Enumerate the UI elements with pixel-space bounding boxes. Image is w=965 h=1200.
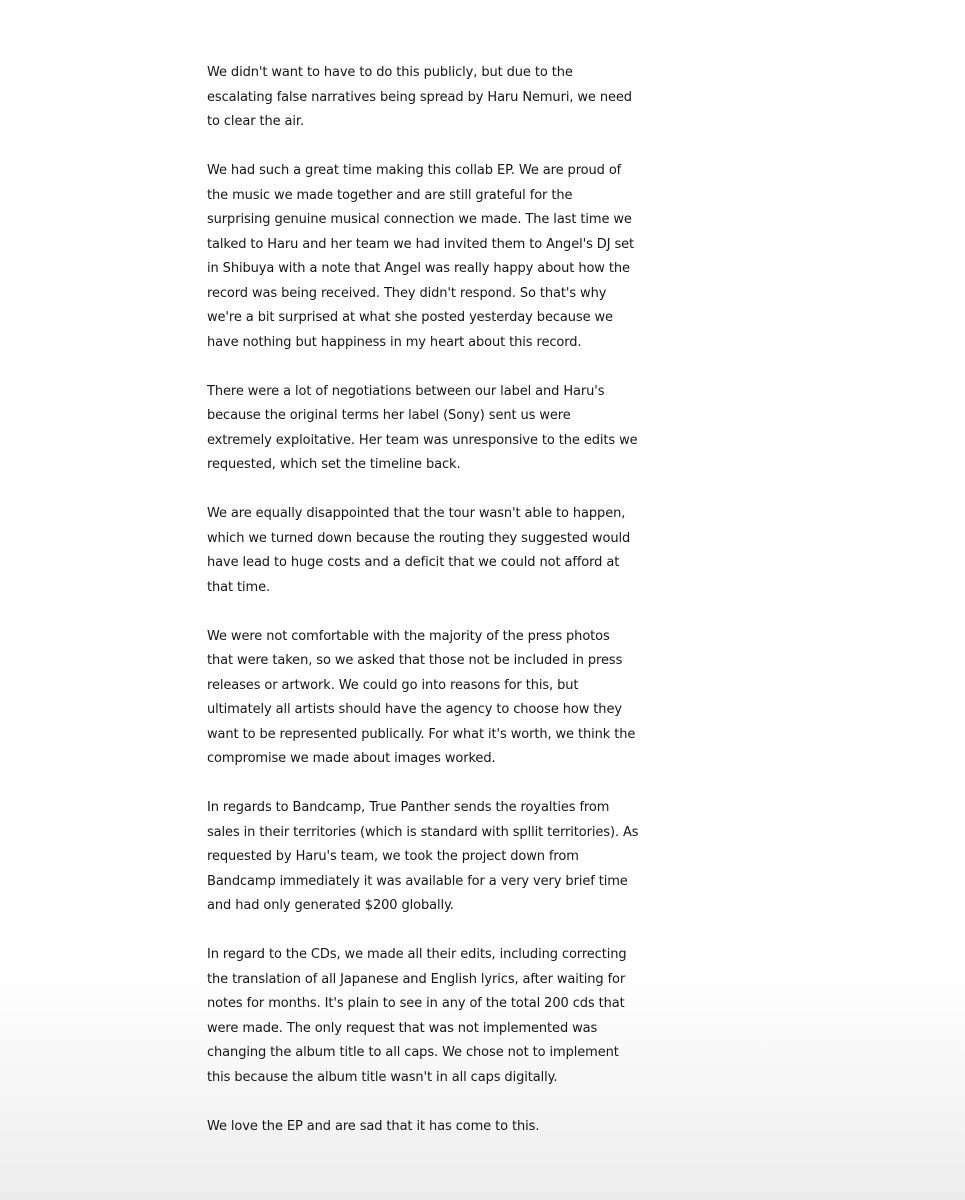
text-line: we're a bit surprised at what she posted yesterday because we [207, 310, 613, 325]
statement-paragraph [207, 625, 767, 772]
text-line: record was being received. They didn't respond. So that's why [207, 285, 607, 301]
statement-paragraph [207, 61, 767, 135]
text-line: because the original terms her label (Sony) sent us were [207, 408, 571, 423]
statement-paragraph [207, 159, 767, 355]
text-line: We love the EP and are sad that it has come to this. [207, 1118, 540, 1134]
statement-body [207, 61, 767, 1164]
text-line: We are equally disappointed that the tour wasn't able to happen, [207, 506, 626, 521]
text-line: requested by Haru's team, we took the project down from [207, 849, 579, 864]
text-line: In regards to Bandcamp, True Panther sends the royalties from [207, 800, 610, 815]
text-line: There were a lot of negotiations between our label and Haru's [207, 383, 605, 399]
text-line: We had such a great time making this collab EP. We are proud of [207, 163, 622, 178]
text-line: this because the album title wasn't in all caps digitally. [207, 1069, 558, 1085]
text-line: We didn't want to have to do this publicly, but due to the [207, 65, 573, 80]
statement-paragraph [207, 502, 767, 600]
text-line: escalating false narratives being spread by Haru Nemuri, we need [207, 89, 632, 105]
statement-paragraph [207, 796, 767, 919]
text-line: want to be represented publically. For what it's worth, we think the [207, 726, 636, 742]
text-line: the translation of all Japanese and English lyrics, after waiting for [207, 971, 626, 987]
text-line: surprising genuine musical connection we made. The last time we [207, 212, 632, 227]
text-line: talked to Haru and her team we had invited them to Angel's DJ set [207, 236, 635, 252]
text-line: releases or artwork. We could go into reasons for this, but [207, 677, 579, 693]
text-line: extremely exploitative. Her team was unresponsive to the edits we [207, 432, 638, 448]
text-line: were made. The only request that was not implemented was [207, 1020, 598, 1036]
text-line: that time. [207, 579, 271, 595]
statement-paragraph [207, 1115, 767, 1140]
statement-paragraph [207, 943, 767, 1090]
text-line: Bandcamp immediately it was available for a very very brief time [207, 873, 628, 889]
text-line: In regard to the CDs, we made all their edits, including correcting [207, 947, 627, 962]
text-line: notes for months. It's plain to see in any of the total 200 cds that [207, 996, 625, 1011]
text-line: which we turned down because the routing they suggested would [207, 530, 631, 546]
text-line: in Shibuya with a note that Angel was really happy about how the [207, 261, 630, 276]
text-line: requested, which set the timeline back. [207, 457, 461, 472]
text-line: to clear the air. [207, 114, 305, 129]
text-line: and had only generated $200 globally. [207, 898, 454, 913]
text-line: the music we made together and are still grateful for the [207, 187, 573, 203]
text-line: sales in their territories (which is standard with spllit territories). As [207, 824, 639, 840]
text-line: ultimately all artists should have the agency to choose how they [207, 702, 622, 717]
text-line: changing the album title to all caps. We chose not to implement [207, 1045, 619, 1060]
text-line: We were not comfortable with the majority of the press photos [207, 628, 610, 644]
text-line: that were taken, so we asked that those not be included in press [207, 653, 623, 668]
text-line: compromise we made about images worked. [207, 751, 496, 766]
text-line: have lead to huge costs and a deficit that we could not afford at [207, 555, 620, 570]
text-line: have nothing but happiness in my heart about this record. [207, 334, 582, 350]
statement-paragraph [207, 380, 767, 478]
